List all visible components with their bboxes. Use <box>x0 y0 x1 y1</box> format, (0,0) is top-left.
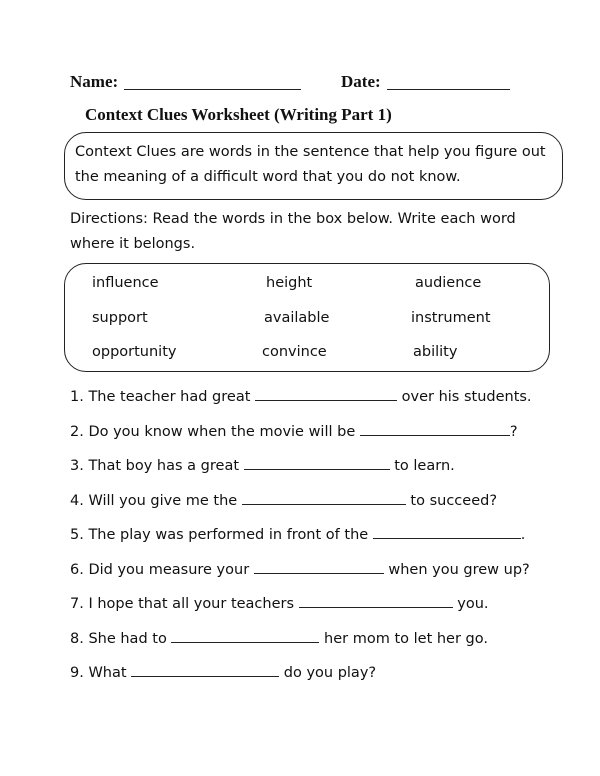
word-bank-item: ability <box>413 344 458 360</box>
question-text-before: 5. The play was performed in front of the <box>70 527 369 543</box>
answer-blank[interactable] <box>242 490 406 505</box>
question-text-after: . <box>520 527 526 543</box>
question-text-after: her mom to let her go. <box>324 631 488 647</box>
question-9 <box>70 662 376 683</box>
word-bank-item: influence <box>92 275 159 291</box>
question-text-before: 9. What <box>70 665 127 681</box>
word-bank-item: instrument <box>411 310 491 326</box>
answer-blank[interactable] <box>254 559 384 574</box>
word-bank-item: available <box>264 310 330 326</box>
page-title: Context Clues Worksheet (Writing Part 1) <box>85 105 392 124</box>
question-7 <box>70 593 489 614</box>
question-2 <box>70 421 518 442</box>
question-text-before: 1. The teacher had great <box>70 389 251 405</box>
question-text-after: you. <box>457 596 489 612</box>
date-label: Date: <box>341 72 381 91</box>
word-bank-item: height <box>266 275 313 291</box>
answer-blank[interactable] <box>360 421 510 436</box>
answer-blank[interactable] <box>244 455 390 470</box>
name-label: Name: <box>70 72 119 91</box>
date-field[interactable] <box>387 89 510 90</box>
answer-blank[interactable] <box>255 386 397 401</box>
word-bank-item: support <box>92 310 148 326</box>
question-text-after: to learn. <box>394 458 455 474</box>
question-1 <box>70 386 532 407</box>
name-field[interactable] <box>124 89 301 90</box>
question-text-before: 6. Did you measure your <box>70 562 250 578</box>
answer-blank[interactable] <box>171 628 319 643</box>
word-bank-item: audience <box>415 275 482 291</box>
definition-text: Context Clues are words in the sentence that help you figure out the meaning of a difficult word that you do not know. <box>75 144 546 185</box>
question-8 <box>70 628 488 649</box>
answer-blank[interactable] <box>131 662 279 677</box>
question-text-before: 8. She had to <box>70 631 167 647</box>
question-text-after: to succeed? <box>410 493 498 509</box>
word-bank-item: opportunity <box>92 344 177 360</box>
question-text-before: 4. Will you give me the <box>70 493 238 509</box>
question-4 <box>70 490 497 511</box>
question-5 <box>70 524 525 545</box>
definition-box <box>64 132 563 200</box>
question-text-before: 2. Do you know when the movie will be <box>70 424 356 440</box>
word-bank-box <box>64 263 550 372</box>
question-text-before: 7. I hope that all your teachers <box>70 596 295 612</box>
answer-blank[interactable] <box>373 524 521 539</box>
directions-text: Directions: Read the words in the box below. Write each word where it belongs. <box>70 211 516 252</box>
question-3 <box>70 455 455 476</box>
question-text-after: ? <box>509 424 518 440</box>
question-text-after: over his students. <box>401 389 532 405</box>
answer-blank[interactable] <box>299 593 453 608</box>
question-text-after: when you grew up? <box>388 562 530 578</box>
question-6 <box>70 559 530 580</box>
question-text-before: 3. That boy has a great <box>70 458 240 474</box>
question-text-after: do you play? <box>283 665 377 681</box>
word-bank-item: convince <box>262 344 327 360</box>
